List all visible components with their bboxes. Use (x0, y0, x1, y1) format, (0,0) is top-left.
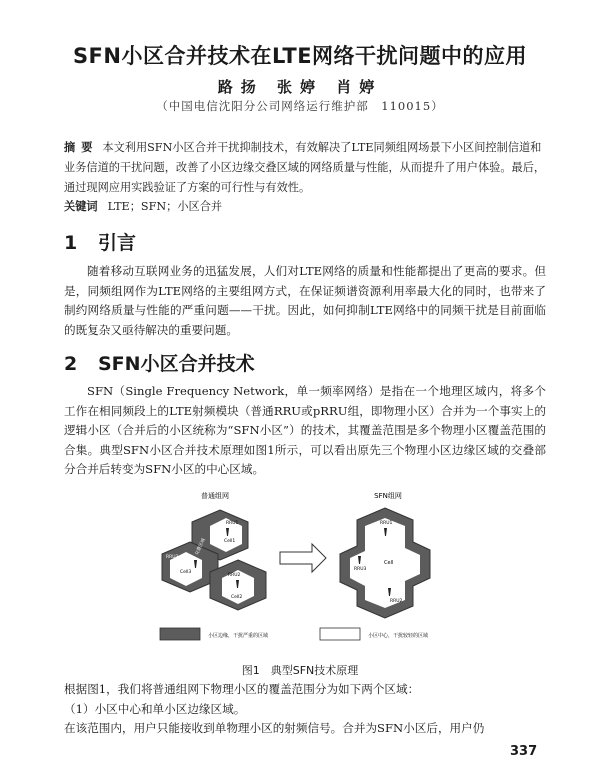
legend-dark-swatch (160, 628, 200, 640)
figure-right-title: SFN组网 (374, 492, 402, 500)
cell1-label: Cell1 (224, 539, 236, 544)
keywords-label: 关键词 (64, 200, 98, 213)
affiliation: （中国电信沈阳分公司网络运行维护部 110015） (156, 99, 444, 113)
section-2-paragraph: SFN（Single Frequency Network，单一频率网络）是指在一个地理区域内，将多个工作在相同频段上的LTE射频模块（普通RRU或pRRU组，即物理小区）合并为一个事实上的逻辑小区（合并后的小区统称为“SFN小区”）的技术，其覆盖范围是多个物理小区覆盖范围的合集。典型SFN小区合并技术原理如图1所示，可以看出原先三个物理小区边缘区域的交叠部分合并后转变为SFN小区的中心区域。 (64, 384, 546, 476)
section-1-title: 引言 (98, 232, 137, 254)
section-2-number: 2 (64, 353, 78, 375)
authors: 路扬 张婷 肖婷 (217, 78, 383, 96)
figure-left-title: 普通组网 (201, 492, 229, 500)
page-number: 337 (510, 744, 538, 759)
abstract (64, 138, 546, 198)
figure-caption: 图1 典型SFN技术原理 (241, 664, 359, 677)
cell1-rru-label: RRU1 (226, 521, 239, 526)
sfn-rru3-label: RRU3 (354, 567, 367, 572)
section-1-paragraph: 随着移动互联网业务的迅猛发展，人们对LTE网络的质量和性能都提出了更高的要求。但是，同频组网作为LTE网络的主要组网方式，在保证频谱资源利用率最大化的同时，也带来了制约网络质量与性能的严重问题——干扰。因此，如何抑制LTE网络中的同频干扰是目前面临的既复杂又亟待解决的重要问题。 (64, 264, 546, 337)
cell2-label: Cell2 (231, 595, 243, 600)
after-line-1: 根据图1，我们将普通组网下物理小区的覆盖范围分为如下两个区域： (64, 682, 420, 696)
paper-title: SFN小区合并技术在LTE网络干扰问题中的应用 (72, 44, 528, 68)
cell3-label: Cell3 (180, 570, 192, 575)
figure-1-diagram (130, 490, 470, 650)
cell2-rru-label: RRU2 (228, 573, 241, 578)
sfn-rru2-label: RRU2 (390, 599, 403, 604)
section-1-body (64, 262, 546, 340)
legend-dark-label: 小区边缘，干扰严重的区域 (208, 633, 269, 639)
legend-light-label: 小区中心，干扰较轻的区域 (368, 633, 429, 639)
sfn-rru1-label: RRU1 (380, 521, 393, 526)
abstract-text: 本文利用SFN小区合并干扰抑制技术，有效解决了LTE同频组网场景下小区间控制信道和业务信道的干扰问题，改善了小区边缘交叠区域的网络质量与性能，从而提升了用户体验。最后，通过现网应用实践验证了方案的可行性与有效性。 (64, 141, 546, 194)
section-2-heading (64, 349, 255, 376)
section-1-number: 1 (64, 232, 78, 254)
section-2-title: SFN小区合并技术 (98, 353, 255, 375)
legend-light-swatch (320, 628, 360, 640)
keywords (64, 198, 546, 214)
after-line-3: 在该范围内，用户只能接收到单物理小区的射频信号。合并为SFN小区后，用户仍 (64, 721, 485, 735)
right-network-group (340, 508, 430, 618)
after-line-2: （1）小区中心和单小区边缘区域。 (64, 701, 246, 716)
left-network-group (162, 510, 266, 610)
transform-arrow-icon (280, 544, 326, 572)
section-1-heading (64, 228, 136, 255)
cell3-rru-label: RRU3 (166, 555, 179, 560)
keywords-text: LTE；SFN；小区合并 (107, 200, 223, 213)
section-2-body (64, 382, 546, 480)
abstract-label: 摘要 (64, 141, 99, 154)
sfn-cell-label: Cell (384, 560, 394, 566)
after-figure-text (64, 680, 546, 739)
overlap-label: 交叠区域 (194, 537, 207, 557)
